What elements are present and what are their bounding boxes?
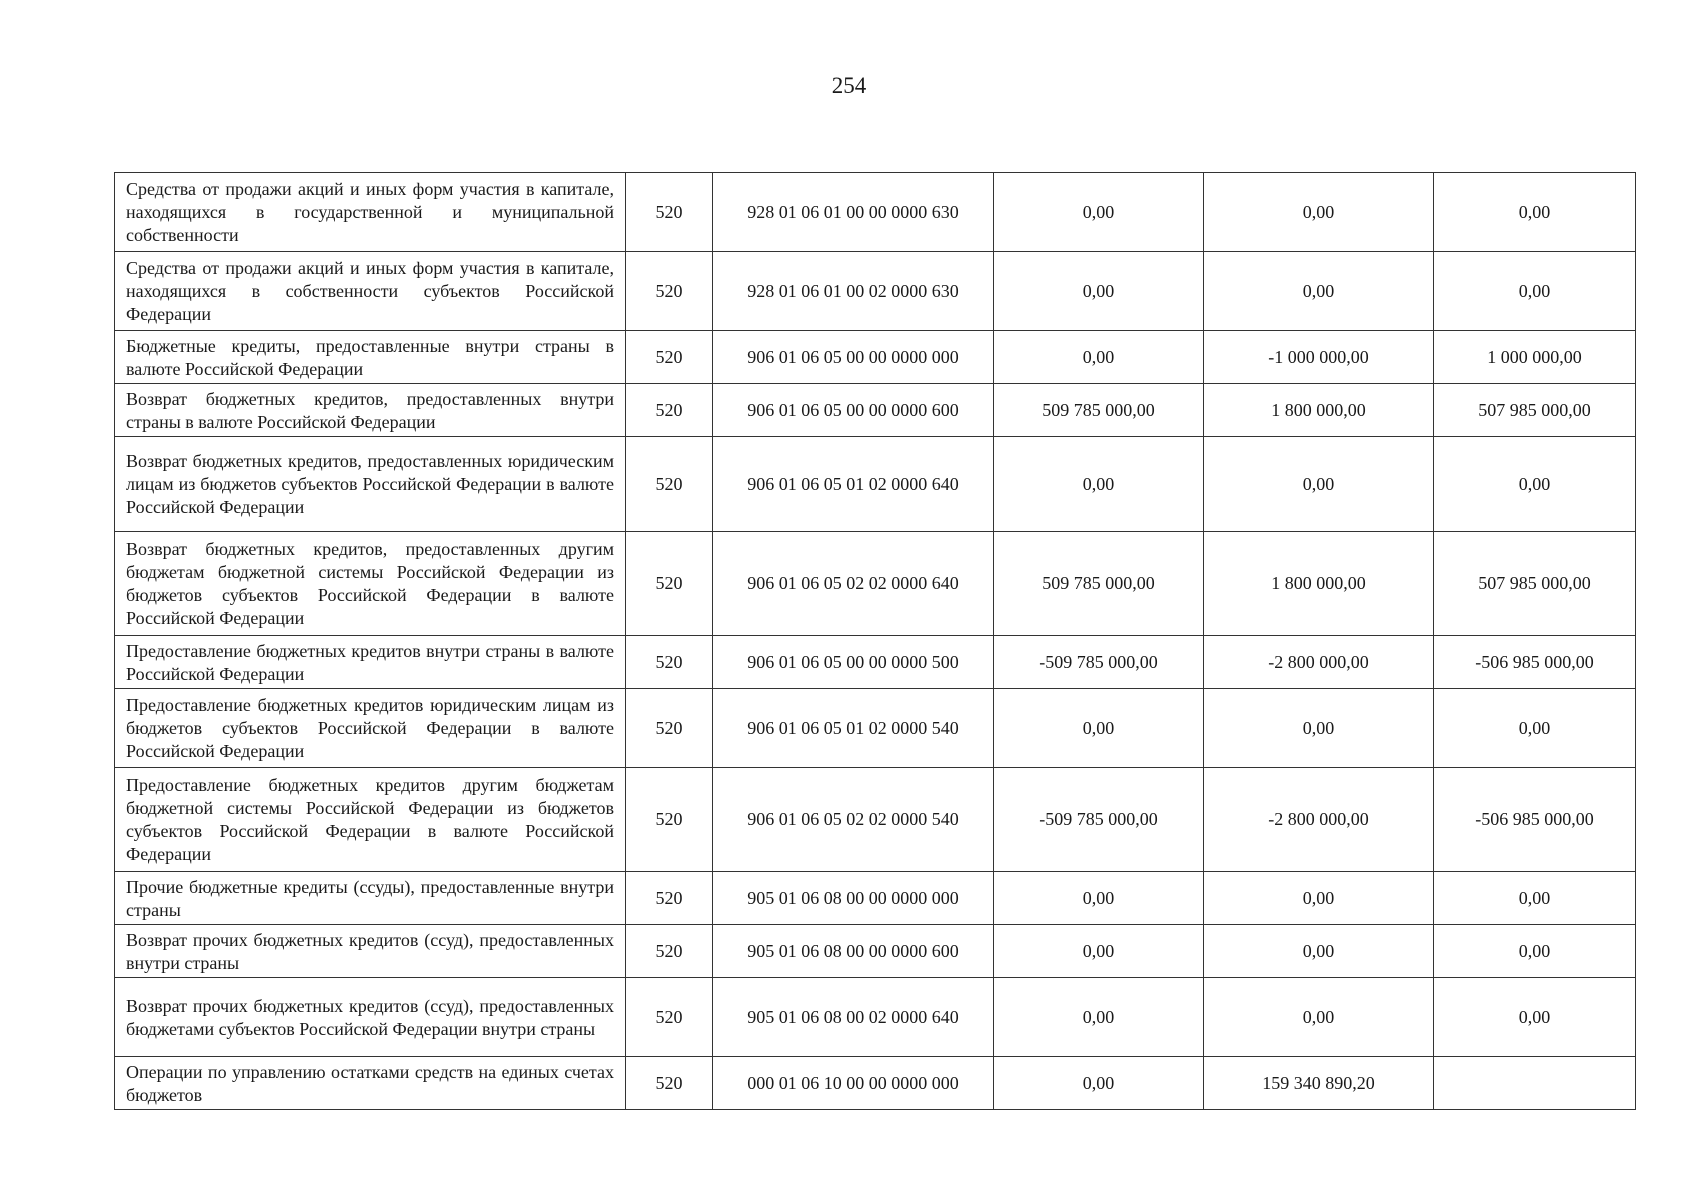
row-value-2: 0,00	[1204, 437, 1434, 532]
row-value-3: 0,00	[1434, 872, 1636, 925]
row-value-3: 1 000 000,00	[1434, 331, 1636, 384]
row-value-3: 0,00	[1434, 925, 1636, 978]
row-value-1: -509 785 000,00	[994, 768, 1204, 872]
row-value-1: 0,00	[994, 689, 1204, 768]
row-value-3	[1434, 1057, 1636, 1110]
row-name: Операции по управлению остатками средств на единых счетах бюджетов	[115, 1057, 626, 1110]
row-value-3: 0,00	[1434, 252, 1636, 331]
row-name: Возврат прочих бюджетных кредитов (ссуд), предоставленных бюджетами субъектов Российской Федерации внутри страны	[115, 978, 626, 1057]
row-name: Возврат бюджетных кредитов, предоставленных юридическим лицам из бюджетов субъектов Российской Федерации в валюте Российской Федерации	[115, 437, 626, 532]
row-kbk: 000 01 06 10 00 00 0000 000	[713, 1057, 994, 1110]
row-value-1: 0,00	[994, 331, 1204, 384]
row-code: 520	[626, 925, 713, 978]
table-row	[115, 1057, 1636, 1110]
row-kbk: 906 01 06 05 01 02 0000 640	[713, 437, 994, 532]
row-kbk: 906 01 06 05 00 00 0000 600	[713, 384, 994, 437]
table-row	[115, 872, 1636, 925]
row-code: 520	[626, 1057, 713, 1110]
row-code: 520	[626, 872, 713, 925]
table-body	[115, 173, 1636, 1110]
row-value-3: 0,00	[1434, 689, 1636, 768]
row-value-3: -506 985 000,00	[1434, 636, 1636, 689]
row-value-3: -506 985 000,00	[1434, 768, 1636, 872]
row-name: Предоставление бюджетных кредитов другим бюджетам бюджетной системы Российской Федерации из бюджетов субъектов Российской Федерации в валюте Российской Федерации	[115, 768, 626, 872]
row-code: 520	[626, 978, 713, 1057]
row-value-1: 0,00	[994, 978, 1204, 1057]
budget-sources-table	[114, 172, 1636, 1110]
row-value-2: -2 800 000,00	[1204, 636, 1434, 689]
row-kbk: 928 01 06 01 00 02 0000 630	[713, 252, 994, 331]
row-value-2: 0,00	[1204, 252, 1434, 331]
row-value-3: 507 985 000,00	[1434, 532, 1636, 636]
row-kbk: 906 01 06 05 00 00 0000 500	[713, 636, 994, 689]
row-value-1: 0,00	[994, 252, 1204, 331]
table-row	[115, 636, 1636, 689]
row-value-1: 509 785 000,00	[994, 532, 1204, 636]
table-row	[115, 768, 1636, 872]
row-kbk: 906 01 06 05 02 02 0000 640	[713, 532, 994, 636]
row-kbk: 906 01 06 05 02 02 0000 540	[713, 768, 994, 872]
row-name: Бюджетные кредиты, предоставленные внутри страны в валюте Российской Федерации	[115, 331, 626, 384]
row-kbk: 905 01 06 08 00 00 0000 600	[713, 925, 994, 978]
table-row	[115, 252, 1636, 331]
row-kbk: 906 01 06 05 00 00 0000 000	[713, 331, 994, 384]
table-row	[115, 384, 1636, 437]
row-kbk: 928 01 06 01 00 00 0000 630	[713, 173, 994, 252]
row-code: 520	[626, 384, 713, 437]
row-value-3: 0,00	[1434, 437, 1636, 532]
row-value-1: 0,00	[994, 173, 1204, 252]
row-name: Предоставление бюджетных кредитов внутри страны в валюте Российской Федерации	[115, 636, 626, 689]
row-name: Возврат бюджетных кредитов, предоставленных внутри страны в валюте Российской Федерации	[115, 384, 626, 437]
row-name: Средства от продажи акций и иных форм участия в капитале, находящихся в собственности субъектов Российской Федерации	[115, 252, 626, 331]
row-value-3: 0,00	[1434, 978, 1636, 1057]
row-value-2: 1 800 000,00	[1204, 384, 1434, 437]
row-value-2: 0,00	[1204, 978, 1434, 1057]
row-name: Возврат прочих бюджетных кредитов (ссуд), предоставленных внутри страны	[115, 925, 626, 978]
row-value-3: 0,00	[1434, 173, 1636, 252]
row-value-1: 0,00	[994, 437, 1204, 532]
row-code: 520	[626, 331, 713, 384]
row-code: 520	[626, 689, 713, 768]
row-value-3: 507 985 000,00	[1434, 384, 1636, 437]
row-name: Предоставление бюджетных кредитов юридическим лицам из бюджетов субъектов Российской Федерации в валюте Российской Федерации	[115, 689, 626, 768]
table-row	[115, 532, 1636, 636]
row-value-1: 0,00	[994, 925, 1204, 978]
table-row	[115, 925, 1636, 978]
table-row	[115, 331, 1636, 384]
table-row	[115, 173, 1636, 252]
row-value-2: 0,00	[1204, 872, 1434, 925]
row-value-1: 0,00	[994, 872, 1204, 925]
row-code: 520	[626, 636, 713, 689]
page-number: 254	[831, 73, 867, 98]
row-name: Средства от продажи акций и иных форм участия в капитале, находящихся в государственной и муниципальной собственности	[115, 173, 626, 252]
row-value-2: 0,00	[1204, 173, 1434, 252]
row-value-2: -1 000 000,00	[1204, 331, 1434, 384]
table-row	[115, 978, 1636, 1057]
row-value-2: 0,00	[1204, 925, 1434, 978]
row-value-2: -2 800 000,00	[1204, 768, 1434, 872]
row-value-2: 1 800 000,00	[1204, 532, 1434, 636]
row-value-1: 0,00	[994, 1057, 1204, 1110]
table-row	[115, 437, 1636, 532]
row-kbk: 906 01 06 05 01 02 0000 540	[713, 689, 994, 768]
row-code: 520	[626, 532, 713, 636]
row-name: Возврат бюджетных кредитов, предоставленных другим бюджетам бюджетной системы Российской Федерации из бюджетов субъектов Российской Федерации в валюте Российской Федерации	[115, 532, 626, 636]
row-code: 520	[626, 173, 713, 252]
row-value-1: 509 785 000,00	[994, 384, 1204, 437]
row-value-2: 0,00	[1204, 689, 1434, 768]
table-row	[115, 689, 1636, 768]
row-code: 520	[626, 768, 713, 872]
row-code: 520	[626, 437, 713, 532]
row-code: 520	[626, 252, 713, 331]
row-kbk: 905 01 06 08 00 00 0000 000	[713, 872, 994, 925]
row-name: Прочие бюджетные кредиты (ссуды), предоставленные внутри страны	[115, 872, 626, 925]
row-value-2: 159 340 890,20	[1204, 1057, 1434, 1110]
row-value-1: -509 785 000,00	[994, 636, 1204, 689]
row-kbk: 905 01 06 08 00 02 0000 640	[713, 978, 994, 1057]
